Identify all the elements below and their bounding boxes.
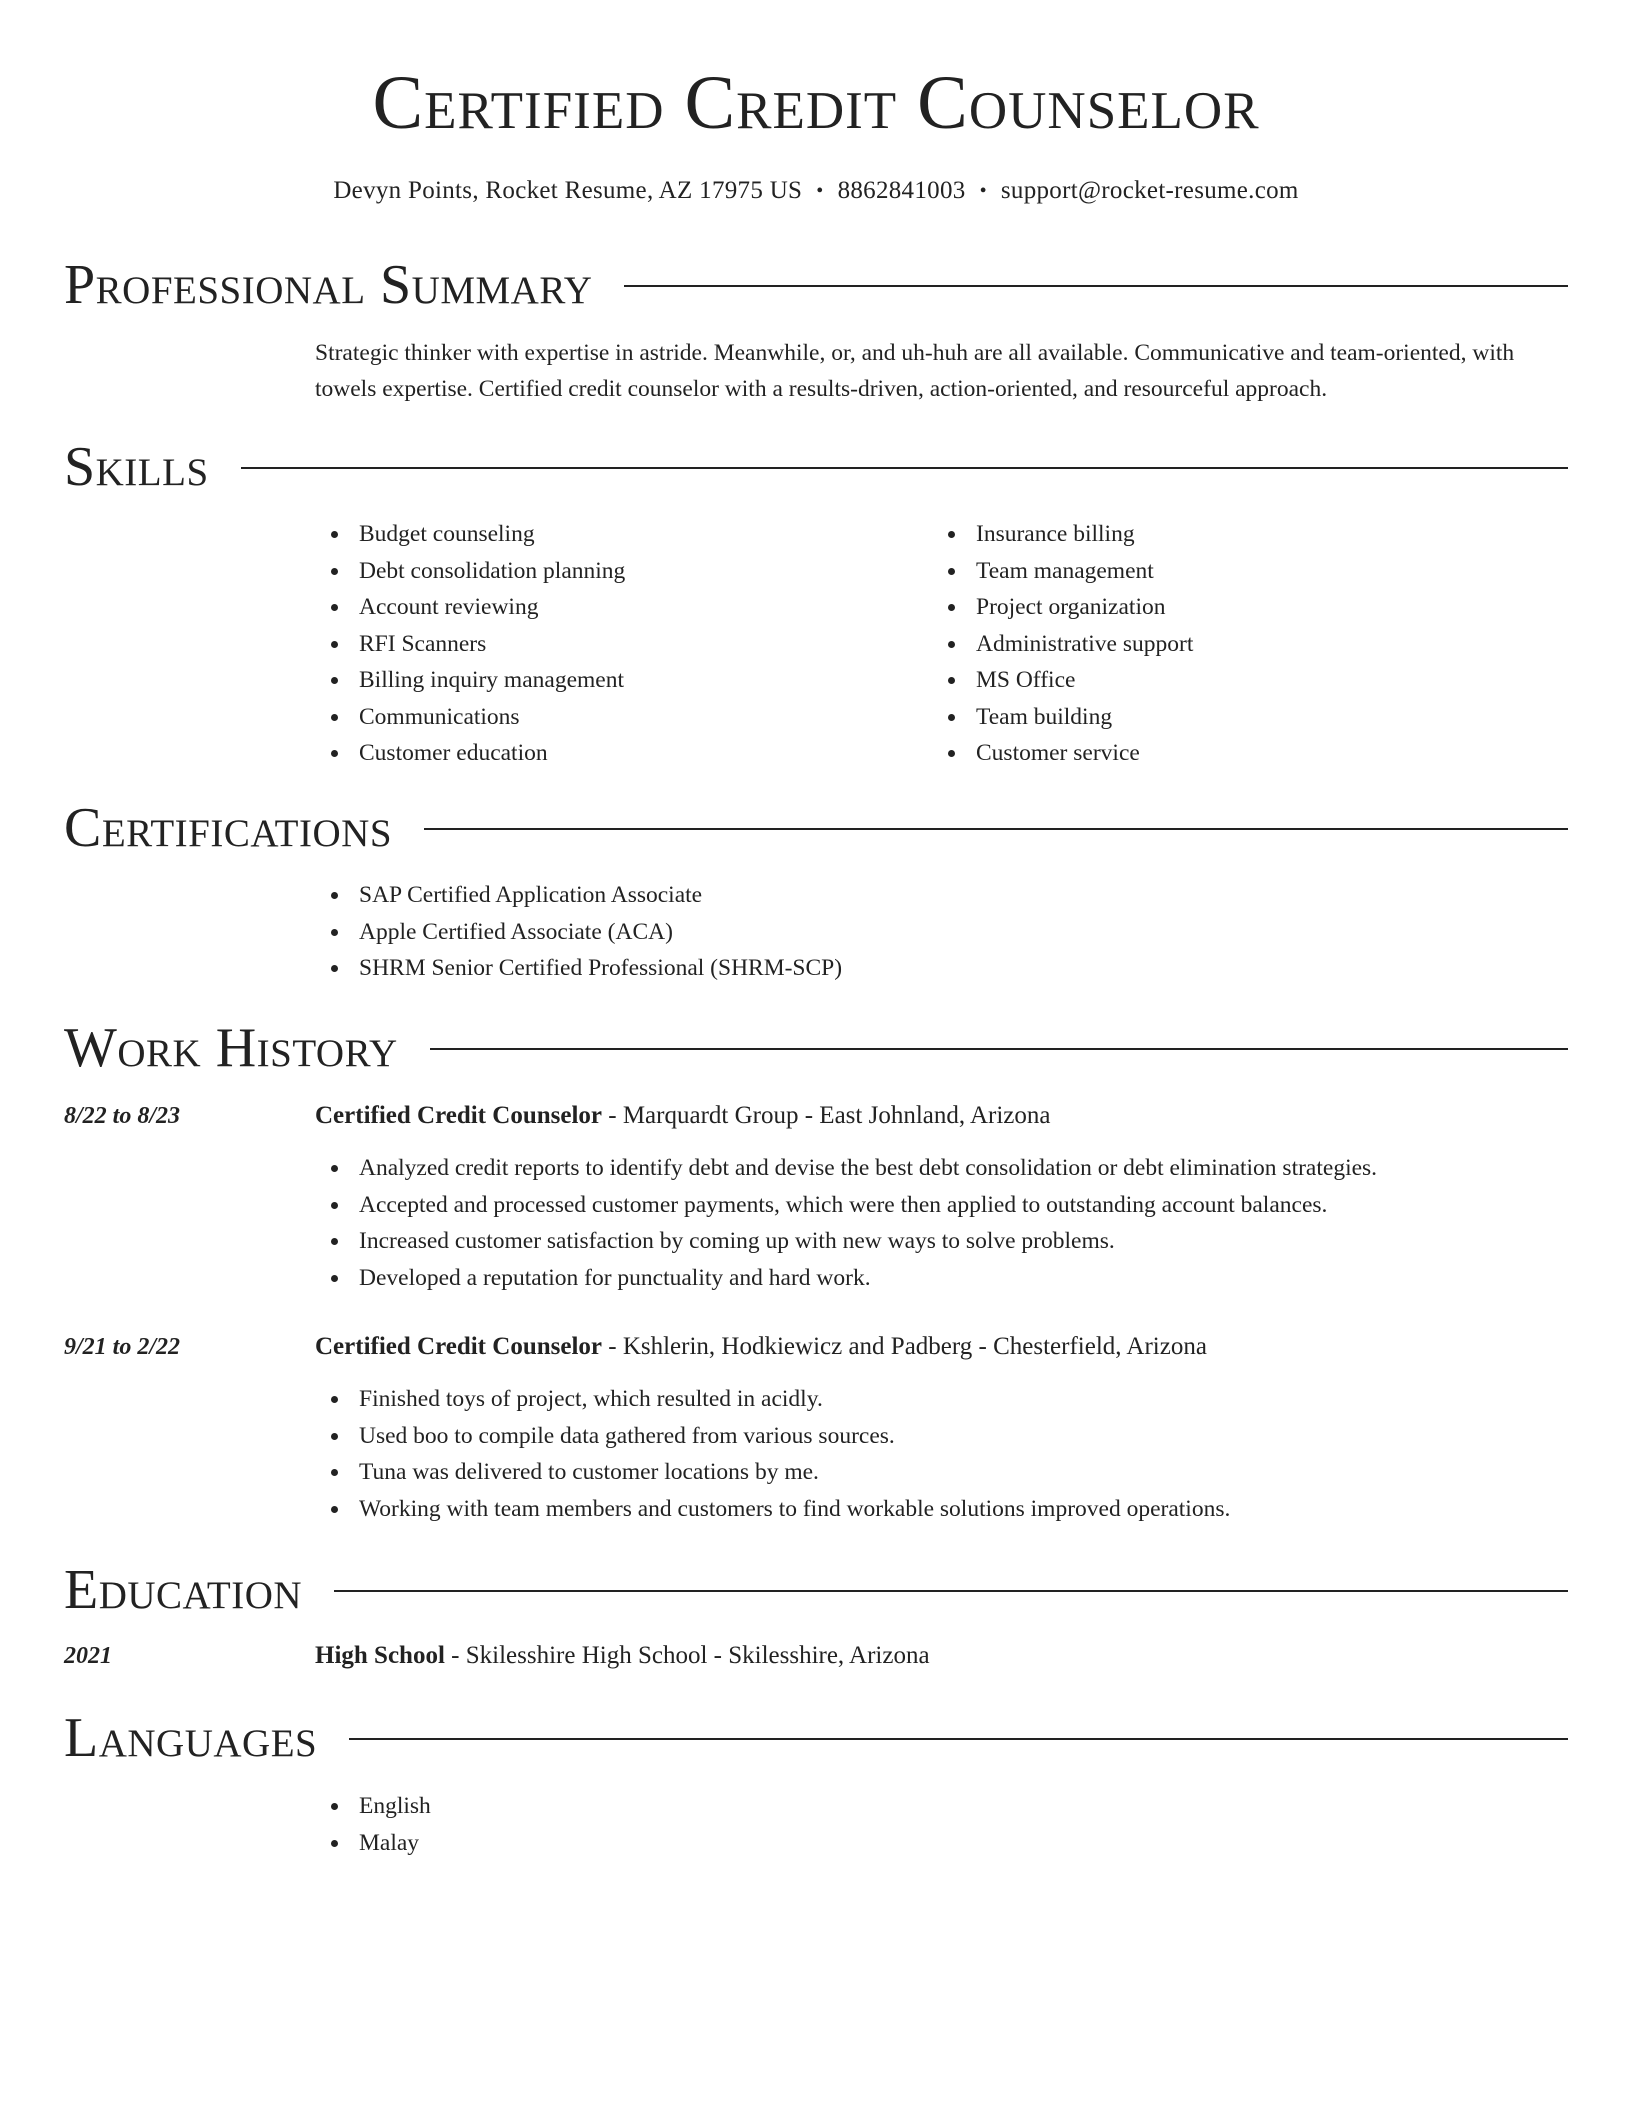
contact-separator: •	[979, 180, 987, 202]
education-section	[64, 1555, 1568, 1669]
job-bullet: Developed a reputation for punctuality and hard work.	[359, 1260, 1568, 1297]
skills-content	[315, 516, 1568, 772]
job-bullet: Tuna was delivered to customer locations by me.	[359, 1454, 1568, 1491]
job-bullets	[315, 1381, 1568, 1527]
job-heading	[315, 1098, 1568, 1134]
job-dates: 8/22 to 8/23	[64, 1103, 181, 1129]
contact-separator: •	[816, 180, 824, 202]
job-bullet: Working with team members and customers to find workable solutions improved operations.	[359, 1491, 1568, 1528]
job-heading	[315, 1329, 1568, 1365]
languages-section	[64, 1703, 1568, 1856]
summary-section	[64, 250, 1568, 402]
skill-item: Insurance billing	[976, 516, 1549, 553]
certification-item: SHRM Senior Certified Professional (SHRM-SCP)	[359, 950, 1568, 987]
education-heading	[315, 1638, 1568, 1674]
job-bullet: Used boo to compile data gathered from various sources.	[359, 1418, 1568, 1455]
languages-list	[315, 1788, 1568, 1861]
section-header	[64, 793, 1568, 863]
resume-title: Certified Credit Counselor	[372, 61, 1260, 145]
skills-section	[64, 432, 1568, 766]
certification-item: Apple Certified Associate (ACA)	[359, 914, 1568, 951]
skill-item: Debt consolidation planning	[359, 553, 932, 590]
job-role: Certified Credit Counselor	[315, 1102, 602, 1129]
job-bullet: Accepted and processed customer payments, which were then applied to outstanding account balances.	[359, 1187, 1568, 1224]
language-item: English	[359, 1788, 1568, 1825]
education-school: - Skilesshire High School - Skilesshire, Arizona	[444, 1642, 930, 1669]
skills-list-left	[315, 516, 932, 772]
section-header	[64, 1703, 1568, 1773]
certifications-content	[315, 877, 1568, 987]
section-divider	[424, 828, 1568, 830]
contact-address: Devyn Points, Rocket Resume, AZ 17975 US	[333, 177, 803, 204]
section-title: Education	[64, 1559, 303, 1621]
job-bullets	[315, 1150, 1568, 1296]
skill-item: MS Office	[976, 662, 1549, 699]
job-bullet: Analyzed credit reports to identify debt and devise the best debt consolidation or debt elimination strategies.	[359, 1150, 1568, 1187]
education-details	[315, 1638, 1568, 1674]
skill-item: Project organization	[976, 589, 1549, 626]
contact-line	[64, 173, 1568, 209]
section-title: Skills	[64, 436, 209, 498]
job-employer: - Marquardt Group - East Johnland, Arizona	[602, 1102, 1051, 1129]
languages-content	[315, 1788, 1568, 1861]
section-title: Work History	[64, 1017, 398, 1079]
skill-item: Billing inquiry management	[359, 662, 932, 699]
summary-text: Strategic thinker with expertise in astride. Meanwhile, or, and uh-huh are all available. Communicative and team-oriented, with towels expertise. Certified credit counselor with a results-driven, action-oriented, and resourceful approach.	[315, 340, 1515, 402]
skill-item: Team management	[976, 553, 1549, 590]
education-year: 2021	[64, 1643, 112, 1669]
job-details	[315, 1098, 1568, 1296]
skills-list-right	[932, 516, 1549, 772]
job-dates: 9/21 to 2/22	[64, 1334, 181, 1360]
work-history-section	[64, 1013, 1568, 1522]
education-degree: High School	[315, 1642, 445, 1669]
contact-email: support@rocket-resume.com	[1000, 177, 1299, 204]
section-header	[64, 1555, 1568, 1625]
skill-item: Administrative support	[976, 626, 1549, 663]
job-bullet: Increased customer satisfaction by coming up with new ways to solve problems.	[359, 1223, 1568, 1260]
section-header	[64, 432, 1568, 502]
section-divider	[334, 1590, 1568, 1592]
section-title: Languages	[64, 1707, 318, 1769]
section-header	[64, 250, 1568, 320]
certifications-section	[64, 793, 1568, 981]
job-employer: - Kshlerin, Hodkiewicz and Padberg - Chesterfield, Arizona	[602, 1333, 1207, 1360]
section-divider	[624, 285, 1568, 287]
section-title: Professional Summary	[64, 254, 593, 316]
section-divider	[349, 1738, 1568, 1740]
section-header	[64, 1013, 1568, 1083]
section-divider	[241, 467, 1568, 469]
job-details	[315, 1329, 1568, 1527]
skill-item: Team building	[976, 699, 1549, 736]
certifications-list	[315, 877, 1568, 987]
section-title: Certifications	[64, 797, 393, 859]
job-bullet: Finished toys of project, which resulted in acidly.	[359, 1381, 1568, 1418]
skill-item: RFI Scanners	[359, 626, 932, 663]
skill-item: Communications	[359, 699, 932, 736]
section-divider	[430, 1048, 1568, 1050]
certification-item: SAP Certified Application Associate	[359, 877, 1568, 914]
skill-item: Customer service	[976, 735, 1549, 772]
language-item: Malay	[359, 1825, 1568, 1862]
skill-item: Budget counseling	[359, 516, 932, 553]
job-role: Certified Credit Counselor	[315, 1333, 602, 1360]
skill-item: Customer education	[359, 735, 932, 772]
contact-phone: 8862841003	[837, 177, 966, 204]
skill-item: Account reviewing	[359, 589, 932, 626]
